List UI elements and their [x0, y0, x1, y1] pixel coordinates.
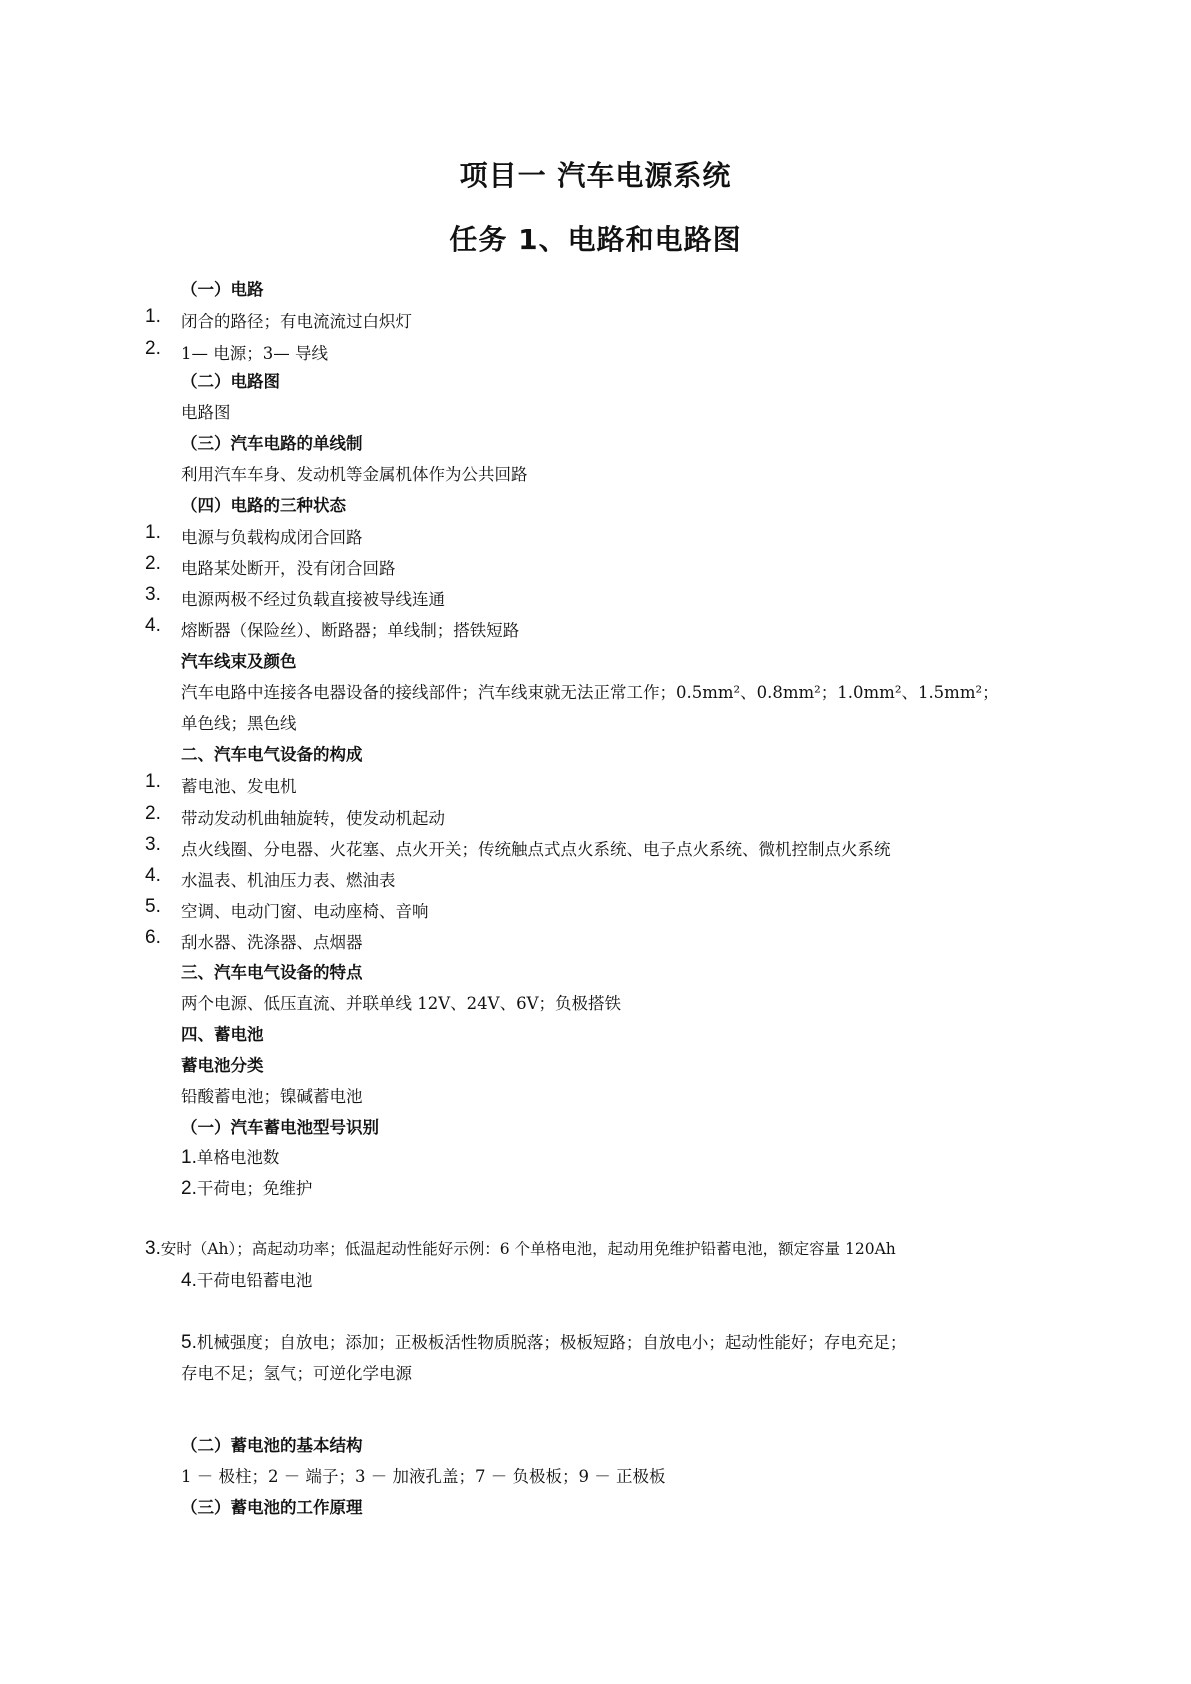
section-heading: 四、蓄电池 — [181, 1025, 264, 1044]
list-number: 2. — [145, 338, 161, 359]
page-subtitle: 任务 1、电路和电路图 — [449, 223, 742, 256]
list-item — [145, 1237, 896, 1260]
list-item: 电源两极不经过负载直接被导线连通 — [181, 590, 445, 609]
list-item: 带动发动机曲轴旋转，使发动机起动 — [181, 809, 445, 828]
list-text: 单格电池数 — [196, 1148, 280, 1167]
list-number: 2. — [181, 1178, 197, 1199]
list-text: 干荷电铅蓄电池 — [196, 1271, 313, 1290]
section-heading: （二）电路图 — [181, 372, 280, 391]
paragraph: 1 － 极柱；2 － 端子；3 － 加液孔盖；7 － 负极板；9 － 正极板 — [181, 1467, 666, 1486]
section-heading: 二、汽车电气设备的构成 — [181, 745, 363, 764]
list-text: 机械强度；自放电；添加；正极板活性物质脱落；极板短路；自放电小；起动性能好；存电充足； — [196, 1333, 907, 1352]
list-text: 安时（Ah）；高起动功率；低温起动性能好示例：6 个单格电池，起动用免维护铅蓄电池，额定容量 120Ah — [160, 1240, 896, 1258]
list-number: 3. — [145, 1238, 161, 1259]
list-number: 3. — [145, 834, 161, 855]
paragraph: 单色线；黑色线 — [181, 714, 297, 733]
list-number: 3. — [145, 584, 161, 605]
list-item: 电路某处断开，没有闭合回路 — [181, 559, 396, 578]
section-heading: （四）电路的三种状态 — [181, 496, 346, 515]
list-text: 干荷电；免维护 — [196, 1179, 313, 1198]
paragraph: 两个电源、低压直流、并联单线 12V、24V、6V；负极搭铁 — [181, 994, 621, 1013]
list-number: 1. — [145, 771, 161, 792]
list-item: 1— 电源；3— 导线 — [181, 344, 328, 363]
list-item — [181, 1267, 312, 1292]
paragraph: 铅酸蓄电池；镍碱蓄电池 — [181, 1087, 363, 1106]
list-item: 空调、电动门窗、电动座椅、音响 — [181, 902, 429, 921]
paragraph: 利用汽车车身、发动机等金属机体作为公共回路 — [181, 465, 528, 484]
list-item: 蓄电池、发电机 — [181, 777, 297, 796]
list-number: 4. — [145, 615, 161, 636]
section-heading: （三）蓄电池的工作原理 — [181, 1498, 363, 1517]
paragraph: 电路图 — [181, 403, 231, 422]
list-number: 1. — [145, 522, 161, 543]
paragraph: 汽车电路中连接各电器设备的接线部件；汽车线束就无法正常工作；0.5mm²、0.8mm²；1.0mm²、1.5mm²； — [181, 683, 999, 702]
list-number: 6. — [145, 927, 161, 948]
section-heading: 三、汽车电气设备的特点 — [181, 963, 363, 982]
list-item: 闭合的路径；有电流流过白炽灯 — [181, 312, 412, 331]
list-number: 4. — [181, 1270, 197, 1291]
sub-heading: 蓄电池分类 — [181, 1056, 264, 1075]
list-number: 2. — [145, 803, 161, 824]
list-number: 5. — [181, 1332, 197, 1353]
list-item: 水温表、机油压力表、燃油表 — [181, 871, 396, 890]
section-heading: （一）汽车蓄电池型号识别 — [181, 1118, 379, 1137]
page-title: 项目一 汽车电源系统 — [459, 159, 732, 192]
list-number: 1. — [181, 1147, 197, 1168]
list-number: 2. — [145, 553, 161, 574]
list-item: 刮水器、洗涤器、点烟器 — [181, 933, 363, 952]
section-heading: （一）电路 — [181, 280, 264, 299]
list-item — [181, 1144, 279, 1169]
list-number: 5. — [145, 896, 161, 917]
section-heading: 汽车线束及颜色 — [181, 652, 297, 671]
list-item: 点火线圈、分电器、火花塞、点火开关；传统触点式点火系统、电子点火系统、微机控制点火系统 — [181, 840, 891, 859]
section-heading: （二）蓄电池的基本结构 — [181, 1436, 363, 1455]
section-heading: （三）汽车电路的单线制 — [181, 434, 363, 453]
list-item — [181, 1329, 906, 1354]
list-item: 熔断器（保险丝）、断路器；单线制；搭铁短路 — [181, 621, 520, 640]
paragraph: 存电不足；氢气；可逆化学电源 — [181, 1364, 412, 1383]
list-number: 1. — [145, 306, 161, 327]
list-item: 电源与负载构成闭合回路 — [181, 528, 363, 547]
list-item — [181, 1175, 312, 1200]
list-number: 4. — [145, 865, 161, 886]
